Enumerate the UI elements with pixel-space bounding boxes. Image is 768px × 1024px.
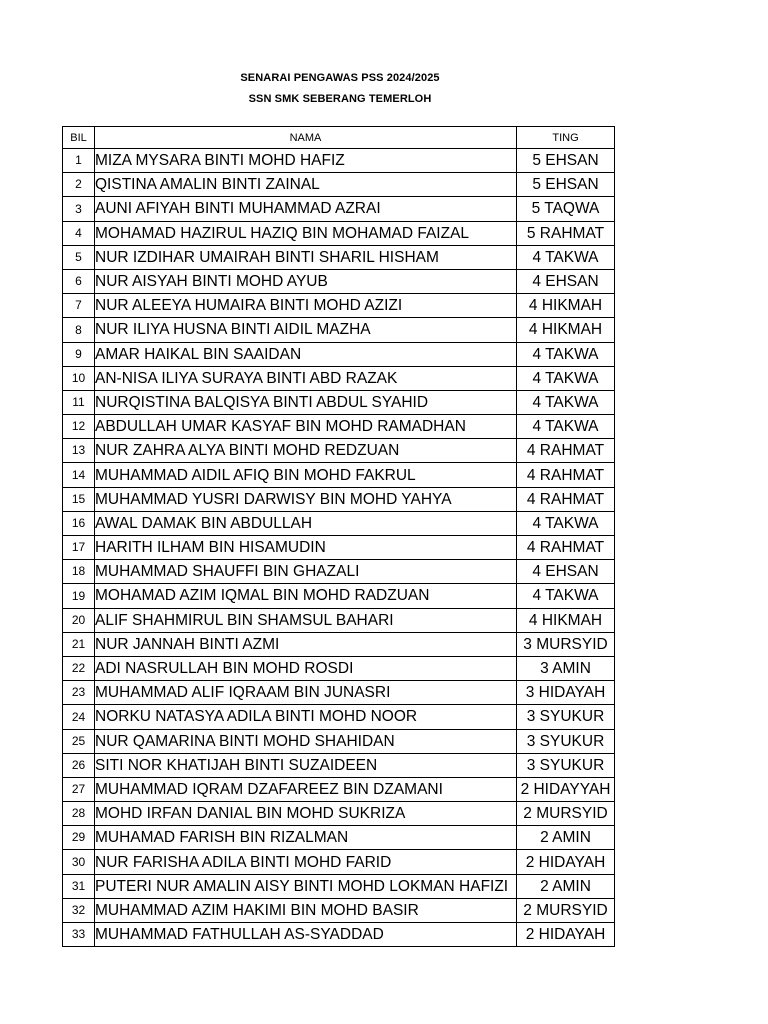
class-cell: 3 SYUKUR (517, 705, 615, 729)
table-row (63, 584, 615, 608)
table-row (63, 197, 615, 221)
table-header-row (63, 127, 615, 149)
student-name-cell: PUTERI NUR AMALIN AISY BINTI MOHD LOKMAN HAFIZI (95, 874, 517, 898)
row-number-cell: 10 (63, 366, 95, 390)
class-cell: 4 EHSAN (517, 269, 615, 293)
class-cell: 2 AMIN (517, 874, 615, 898)
table-row (63, 463, 615, 487)
table-row (63, 536, 615, 560)
class-cell: 2 HIDAYAH (517, 850, 615, 874)
row-number-cell: 13 (63, 439, 95, 463)
document-subtitle: SSN SMK SEBERANG TEMERLOH (248, 93, 432, 105)
table-row (63, 269, 615, 293)
table-row (63, 608, 615, 632)
table-row (63, 390, 615, 414)
class-cell: 5 EHSAN (517, 149, 615, 173)
table-row (63, 874, 615, 898)
row-number-cell: 11 (63, 390, 95, 414)
table-row (63, 149, 615, 173)
column-header-nama: NAMA (95, 127, 517, 149)
row-number-cell: 33 (63, 923, 95, 947)
class-cell: 4 HIKMAH (517, 294, 615, 318)
row-number-cell: 23 (63, 681, 95, 705)
row-number-cell: 25 (63, 729, 95, 753)
student-name-cell: AN-NISA ILIYA SURAYA BINTI ABD RAZAK (95, 366, 517, 390)
row-number-cell: 29 (63, 826, 95, 850)
row-number-cell: 18 (63, 560, 95, 584)
row-number-cell: 17 (63, 536, 95, 560)
student-name-cell: MUHAMMAD FATHULLAH AS-SYADDAD (95, 923, 517, 947)
student-name-cell: MUHAMMAD AIDIL AFIQ BIN MOHD FAKRUL (95, 463, 517, 487)
table-row (63, 777, 615, 801)
class-cell: 2 HIDAYAH (517, 923, 615, 947)
column-header-ting: TING (517, 127, 615, 149)
student-name-cell: MUHAMMAD IQRAM DZAFAREEZ BIN DZAMANI (95, 777, 517, 801)
row-number-cell: 30 (63, 850, 95, 874)
student-name-cell: MUHAMMAD AZIM HAKIMI BIN MOHD BASIR (95, 898, 517, 922)
prefect-roster-table (62, 126, 615, 947)
table-row (63, 705, 615, 729)
class-cell: 5 TAQWA (517, 197, 615, 221)
row-number-cell: 28 (63, 802, 95, 826)
class-cell: 3 HIDAYAH (517, 681, 615, 705)
class-cell: 4 RAHMAT (517, 487, 615, 511)
student-name-cell: NUR JANNAH BINTI AZMI (95, 632, 517, 656)
class-cell: 3 SYUKUR (517, 753, 615, 777)
table-row (63, 656, 615, 680)
class-cell: 2 HIDAYYAH (517, 777, 615, 801)
table-row (63, 366, 615, 390)
table-row (63, 487, 615, 511)
class-cell: 4 TAKWA (517, 584, 615, 608)
row-number-cell: 22 (63, 656, 95, 680)
student-name-cell: HARITH ILHAM BIN HISAMUDIN (95, 536, 517, 560)
table-row (63, 729, 615, 753)
student-name-cell: NUR ALEEYA HUMAIRA BINTI MOHD AZIZI (95, 294, 517, 318)
student-name-cell: MOHD IRFAN DANIAL BIN MOHD SUKRIZA (95, 802, 517, 826)
table-row (63, 511, 615, 535)
class-cell: 4 HIKMAH (517, 318, 615, 342)
student-name-cell: SITI NOR KHATIJAH BINTI SUZAIDEEN (95, 753, 517, 777)
student-name-cell: NUR AISYAH BINTI MOHD AYUB (95, 269, 517, 293)
class-cell: 4 EHSAN (517, 560, 615, 584)
document-title: SENARAI PENGAWAS PSS 2024/2025 (240, 72, 440, 84)
row-number-cell: 3 (63, 197, 95, 221)
row-number-cell: 19 (63, 584, 95, 608)
student-name-cell: ALIF SHAHMIRUL BIN SHAMSUL BAHARI (95, 608, 517, 632)
class-cell: 5 RAHMAT (517, 221, 615, 245)
class-cell: 3 SYUKUR (517, 729, 615, 753)
row-number-cell: 26 (63, 753, 95, 777)
class-cell: 2 MURSYID (517, 802, 615, 826)
student-name-cell: ABDULLAH UMAR KASYAF BIN MOHD RAMADHAN (95, 415, 517, 439)
student-name-cell: NORKU NATASYA ADILA BINTI MOHD NOOR (95, 705, 517, 729)
row-number-cell: 7 (63, 294, 95, 318)
class-cell: 2 MURSYID (517, 898, 615, 922)
class-cell: 4 HIKMAH (517, 608, 615, 632)
student-name-cell: MUHAMMAD ALIF IQRAAM BIN JUNASRI (95, 681, 517, 705)
student-name-cell: NUR IZDIHAR UMAIRAH BINTI SHARIL HISHAM (95, 245, 517, 269)
row-number-cell: 20 (63, 608, 95, 632)
table-row (63, 632, 615, 656)
student-name-cell: NUR FARISHA ADILA BINTI MOHD FARID (95, 850, 517, 874)
class-cell: 4 TAKWA (517, 366, 615, 390)
row-number-cell: 1 (63, 149, 95, 173)
table-row (63, 439, 615, 463)
student-name-cell: QISTINA AMALIN BINTI ZAINAL (95, 173, 517, 197)
table-row (63, 826, 615, 850)
table-row (63, 560, 615, 584)
student-name-cell: NUR ILIYA HUSNA BINTI AIDIL MAZHA (95, 318, 517, 342)
table-row (63, 221, 615, 245)
row-number-cell: 16 (63, 511, 95, 535)
table-row (63, 318, 615, 342)
student-name-cell: NURQISTINA BALQISYA BINTI ABDUL SYAHID (95, 390, 517, 414)
class-cell: 4 TAKWA (517, 342, 615, 366)
class-cell: 4 TAKWA (517, 390, 615, 414)
table-body (63, 149, 615, 947)
class-cell: 4 TAKWA (517, 511, 615, 535)
row-number-cell: 32 (63, 898, 95, 922)
row-number-cell: 4 (63, 221, 95, 245)
class-cell: 4 TAKWA (517, 245, 615, 269)
class-cell: 2 AMIN (517, 826, 615, 850)
class-cell: 4 RAHMAT (517, 439, 615, 463)
student-name-cell: MUHAMMAD YUSRI DARWISY BIN MOHD YAHYA (95, 487, 517, 511)
student-name-cell: AWAL DAMAK BIN ABDULLAH (95, 511, 517, 535)
table-row (63, 681, 615, 705)
student-name-cell: MUHAMAD FARISH BIN RIZALMAN (95, 826, 517, 850)
table-row (63, 342, 615, 366)
row-number-cell: 2 (63, 173, 95, 197)
row-number-cell: 15 (63, 487, 95, 511)
student-name-cell: NUR QAMARINA BINTI MOHD SHAHIDAN (95, 729, 517, 753)
class-cell: 3 MURSYID (517, 632, 615, 656)
table-row (63, 898, 615, 922)
row-number-cell: 27 (63, 777, 95, 801)
student-name-cell: ADI NASRULLAH BIN MOHD ROSDI (95, 656, 517, 680)
class-cell: 5 EHSAN (517, 173, 615, 197)
row-number-cell: 9 (63, 342, 95, 366)
class-cell: 4 RAHMAT (517, 536, 615, 560)
class-cell: 4 TAKWA (517, 415, 615, 439)
student-name-cell: MIZA MYSARA BINTI MOHD HAFIZ (95, 149, 517, 173)
class-cell: 3 AMIN (517, 656, 615, 680)
table-row (63, 802, 615, 826)
student-name-cell: AMAR HAIKAL BIN SAAIDAN (95, 342, 517, 366)
column-header-bil: BIL (63, 127, 95, 149)
table-row (63, 753, 615, 777)
student-name-cell: MOHAMAD HAZIRUL HAZIQ BIN MOHAMAD FAIZAL (95, 221, 517, 245)
row-number-cell: 5 (63, 245, 95, 269)
row-number-cell: 8 (63, 318, 95, 342)
table-row (63, 850, 615, 874)
row-number-cell: 24 (63, 705, 95, 729)
table-row (63, 173, 615, 197)
table-row (63, 294, 615, 318)
class-cell: 4 RAHMAT (517, 463, 615, 487)
table-row (63, 923, 615, 947)
row-number-cell: 12 (63, 415, 95, 439)
student-name-cell: NUR ZAHRA ALYA BINTI MOHD REDZUAN (95, 439, 517, 463)
student-name-cell: AUNI AFIYAH BINTI MUHAMMAD AZRAI (95, 197, 517, 221)
table-row (63, 415, 615, 439)
row-number-cell: 6 (63, 269, 95, 293)
student-name-cell: MUHAMMAD SHAUFFI BIN GHAZALI (95, 560, 517, 584)
table-row (63, 245, 615, 269)
row-number-cell: 31 (63, 874, 95, 898)
student-name-cell: MOHAMAD AZIM IQMAL BIN MOHD RADZUAN (95, 584, 517, 608)
row-number-cell: 14 (63, 463, 95, 487)
row-number-cell: 21 (63, 632, 95, 656)
